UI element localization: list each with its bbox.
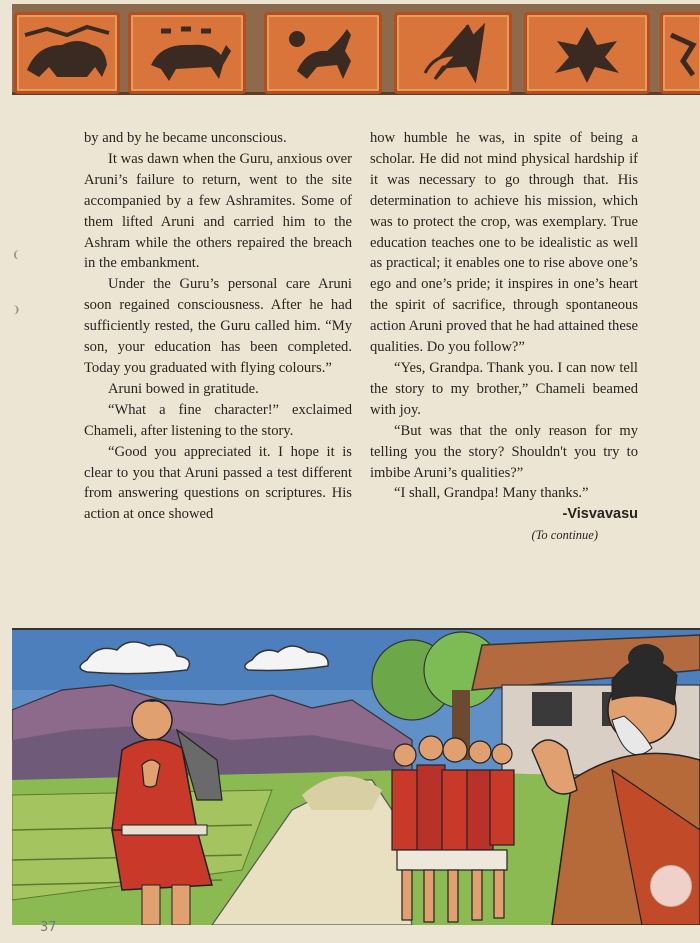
paragraph: It was dawn when the Guru, anxious over Aruni’s failure to return, went to the site accompanied by a few Ashramites. Some of them lifted Aruni and carried him to the Ashram while the others repaired the breach in the embankment. xyxy=(84,150,352,272)
paragraph: “Good you appreciated it. I hope it is clear to you that Aruni passed a test different from answering questions on scriptures. His action at once showed xyxy=(84,443,352,523)
animal-carving xyxy=(660,12,700,94)
margin-mark: ❩ xyxy=(12,305,21,316)
paragraph: “What a fine character!” exclaimed Chameli, after listening to the story. xyxy=(84,401,352,439)
decorative-border xyxy=(12,4,700,95)
page-number: 37 xyxy=(40,920,57,935)
paragraph: how humble he was, in spite of being a scholar. He did not mind physical hardship if it was necessary to go through that. His determination to achieve his mission, which was to protect the crop, was exemplary. True education teaches one to be idealistic as well as practical; it enables one to rise above one’s ego and one’s pride; it inspires in one’s heart the spirit of sacrifice, through spontaneous action Aruni proved that he had attained these qualities. Do you follow?” xyxy=(370,130,638,356)
paragraph: “But was that the only reason for my telling you the story? Shouldn't you try to imbibe Aruni’s qualities?” xyxy=(370,422,638,481)
goat-carving xyxy=(264,12,382,94)
paragraph: Aruni bowed in gratitude. xyxy=(108,380,259,397)
author-signature: -Visvavasu xyxy=(562,506,638,523)
paragraph: Under the Guru’s personal care Aruni soon regained consciousness. After he had sufficiently rested, the Guru called him. “My son, your education has been completed. Today you graduated with flying colours.” xyxy=(84,276,352,376)
paragraph: by and by he became unconscious. xyxy=(84,130,287,146)
stamp-watermark xyxy=(650,865,692,907)
tree-carving xyxy=(524,12,650,94)
continuation-note: (To continue) xyxy=(531,528,598,543)
margin-mark: ❨ xyxy=(12,250,21,261)
right-text-column xyxy=(370,128,638,546)
paragraph: “Yes, Grandpa. Thank you. I can now tell the story to my brother,” Chameli beamed with joy. xyxy=(370,359,638,418)
paragraph: “I shall, Grandpa! Many thanks.” xyxy=(394,485,589,502)
story-illustration xyxy=(12,628,700,925)
bull-carving xyxy=(128,12,246,94)
deer-carving xyxy=(394,12,512,94)
left-text-column xyxy=(84,128,352,525)
rhinoceros-carving xyxy=(14,12,120,94)
